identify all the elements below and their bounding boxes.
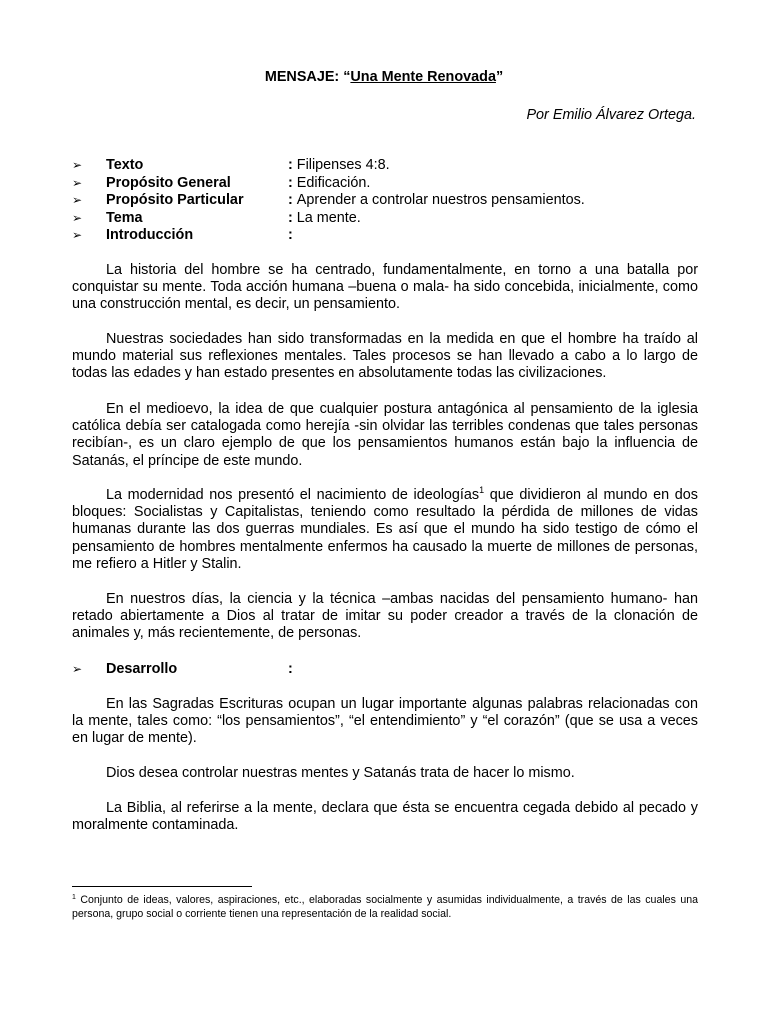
- meta-label: Tema: [106, 209, 143, 226]
- meta-colon: :: [288, 192, 293, 209]
- arrow-bullet-icon: ➢: [72, 228, 83, 243]
- meta-row-tema: [72, 210, 698, 228]
- footnote-reference[interactable]: 1: [479, 485, 485, 495]
- development-paragraph-3: [72, 800, 698, 834]
- meta-row-proposito-general: [72, 175, 698, 193]
- meta-row-texto: [72, 157, 698, 175]
- section-label: Desarrollo: [106, 661, 178, 677]
- title-main: Una Mente Renovada: [350, 69, 496, 85]
- meta-label: Texto: [106, 157, 144, 173]
- section-heading-desarrollo: [72, 661, 297, 678]
- arrow-bullet-icon: ➢: [72, 158, 83, 172]
- meta-row-proposito-particular: [72, 192, 698, 210]
- arrow-bullet-icon: ➢: [72, 175, 83, 190]
- meta-value: Edificación.: [296, 174, 371, 191]
- arrow-bullet-icon: ➢: [72, 193, 83, 208]
- meta-colon: :: [288, 157, 293, 173]
- arrow-bullet-icon: ➢: [72, 662, 83, 676]
- sermon-meta-list: [72, 157, 698, 245]
- development-paragraph-1: [72, 696, 698, 748]
- meta-colon: :: [288, 209, 293, 226]
- meta-value: La mente.: [296, 209, 361, 226]
- paragraph-text: La historia del hombre se ha centrado, fundamentalmente, en torno a una batalla por conquistar su mente. Toda acción humana –buena o mala- ha sido concebida, inicialmente, como una construcción mental, es decir, un pensamiento.: [72, 262, 698, 313]
- section-colon: :: [288, 661, 293, 677]
- footnote-text: Conjunto de ideas, valores, aspiraciones, etc., elaboradas socialmente y asumidas individualmente, a través de las cuales una persona, grupo social o corriente tienen una representación de la realidad social.: [72, 894, 698, 920]
- meta-label: Introducción: [106, 227, 194, 244]
- paragraph-text: En nuestros días, la ciencia y la técnica –ambas nacidas del pensamiento humano- han retado abiertamente a Dios al tratar de imitar su poder creador a través de la clonación de animales y, más recientemente, de personas.: [72, 591, 698, 642]
- intro-paragraph-3: [72, 401, 698, 470]
- paragraph-text-part: La modernidad nos presentó el nacimiento de ideologías: [106, 487, 480, 503]
- paragraph-text-part: que dividieron al mundo en dos bloques: Socialistas y Capitalistas, teniendo como resultado la pérdida de millones de vidas humanas durante las dos guerras mundiales. Es así que el mundo ha sido testigo de cómo el pensamiento de hombres mentalmente enfermos ha causado la muerte de millones de personas, me refiero a Hitler y Stalin.: [72, 487, 698, 572]
- meta-value: Aprender a controlar nuestros pensamientos.: [296, 192, 585, 209]
- page-title: [0, 69, 768, 86]
- paragraph-text: Dios desea controlar nuestras mentes y Satanás trata de hacer lo mismo.: [106, 765, 575, 781]
- intro-paragraph-2: [72, 331, 698, 383]
- meta-label: Propósito General: [106, 174, 231, 191]
- intro-paragraph-1: [72, 262, 698, 314]
- meta-colon: :: [288, 174, 293, 191]
- development-paragraph-2: [72, 765, 698, 782]
- author-line: Por Emilio Álvarez Ortega.: [526, 107, 696, 123]
- paragraph-text: En las Sagradas Escrituras ocupan un lugar importante algunas palabras relacionadas con la mente, tales como: “los pensamientos”, “el entendimiento” y “el corazón” (que se usa a veces en lugar de mente).: [72, 696, 698, 747]
- meta-row-introduccion: [72, 227, 698, 245]
- paragraph-text: La Biblia, al referirse a la mente, declara que ésta se encuentra cegada debido al pecado y moralmente contaminada.: [72, 800, 698, 834]
- intro-paragraph-4: [72, 487, 698, 573]
- footnote-marker: 1: [72, 894, 76, 901]
- paragraph-text: [72, 487, 698, 573]
- intro-paragraph-5: [72, 591, 698, 643]
- meta-label: Propósito Particular: [106, 192, 244, 209]
- footnote-separator: [72, 886, 252, 887]
- title-suffix: ”: [495, 69, 504, 85]
- meta-value: Filipenses 4:8.: [296, 157, 390, 173]
- paragraph-text: En el medioevo, la idea de que cualquier postura antagónica al pensamiento de la iglesia católica debía ser catalogada como herejía -sin olvidar las terribles condenas que tales personas recibían-, es un claro ejemplo de que los pensamientos humanos están bajo la influencia de Satanás, el príncipe de este mundo.: [72, 401, 698, 469]
- paragraph-text: Nuestras sociedades han sido transformadas en la medida en que el hombre ha traído al mundo material sus reflexiones mentales. Tales procesos se han llevado a cabo a lo largo de todas las edades y han estado presentes en absolutamente todas las civilizaciones.: [72, 331, 698, 382]
- title-prefix: MENSAJE: “: [264, 69, 351, 85]
- footnote: [72, 893, 698, 921]
- arrow-bullet-icon: ➢: [72, 210, 83, 225]
- meta-colon: :: [288, 227, 293, 244]
